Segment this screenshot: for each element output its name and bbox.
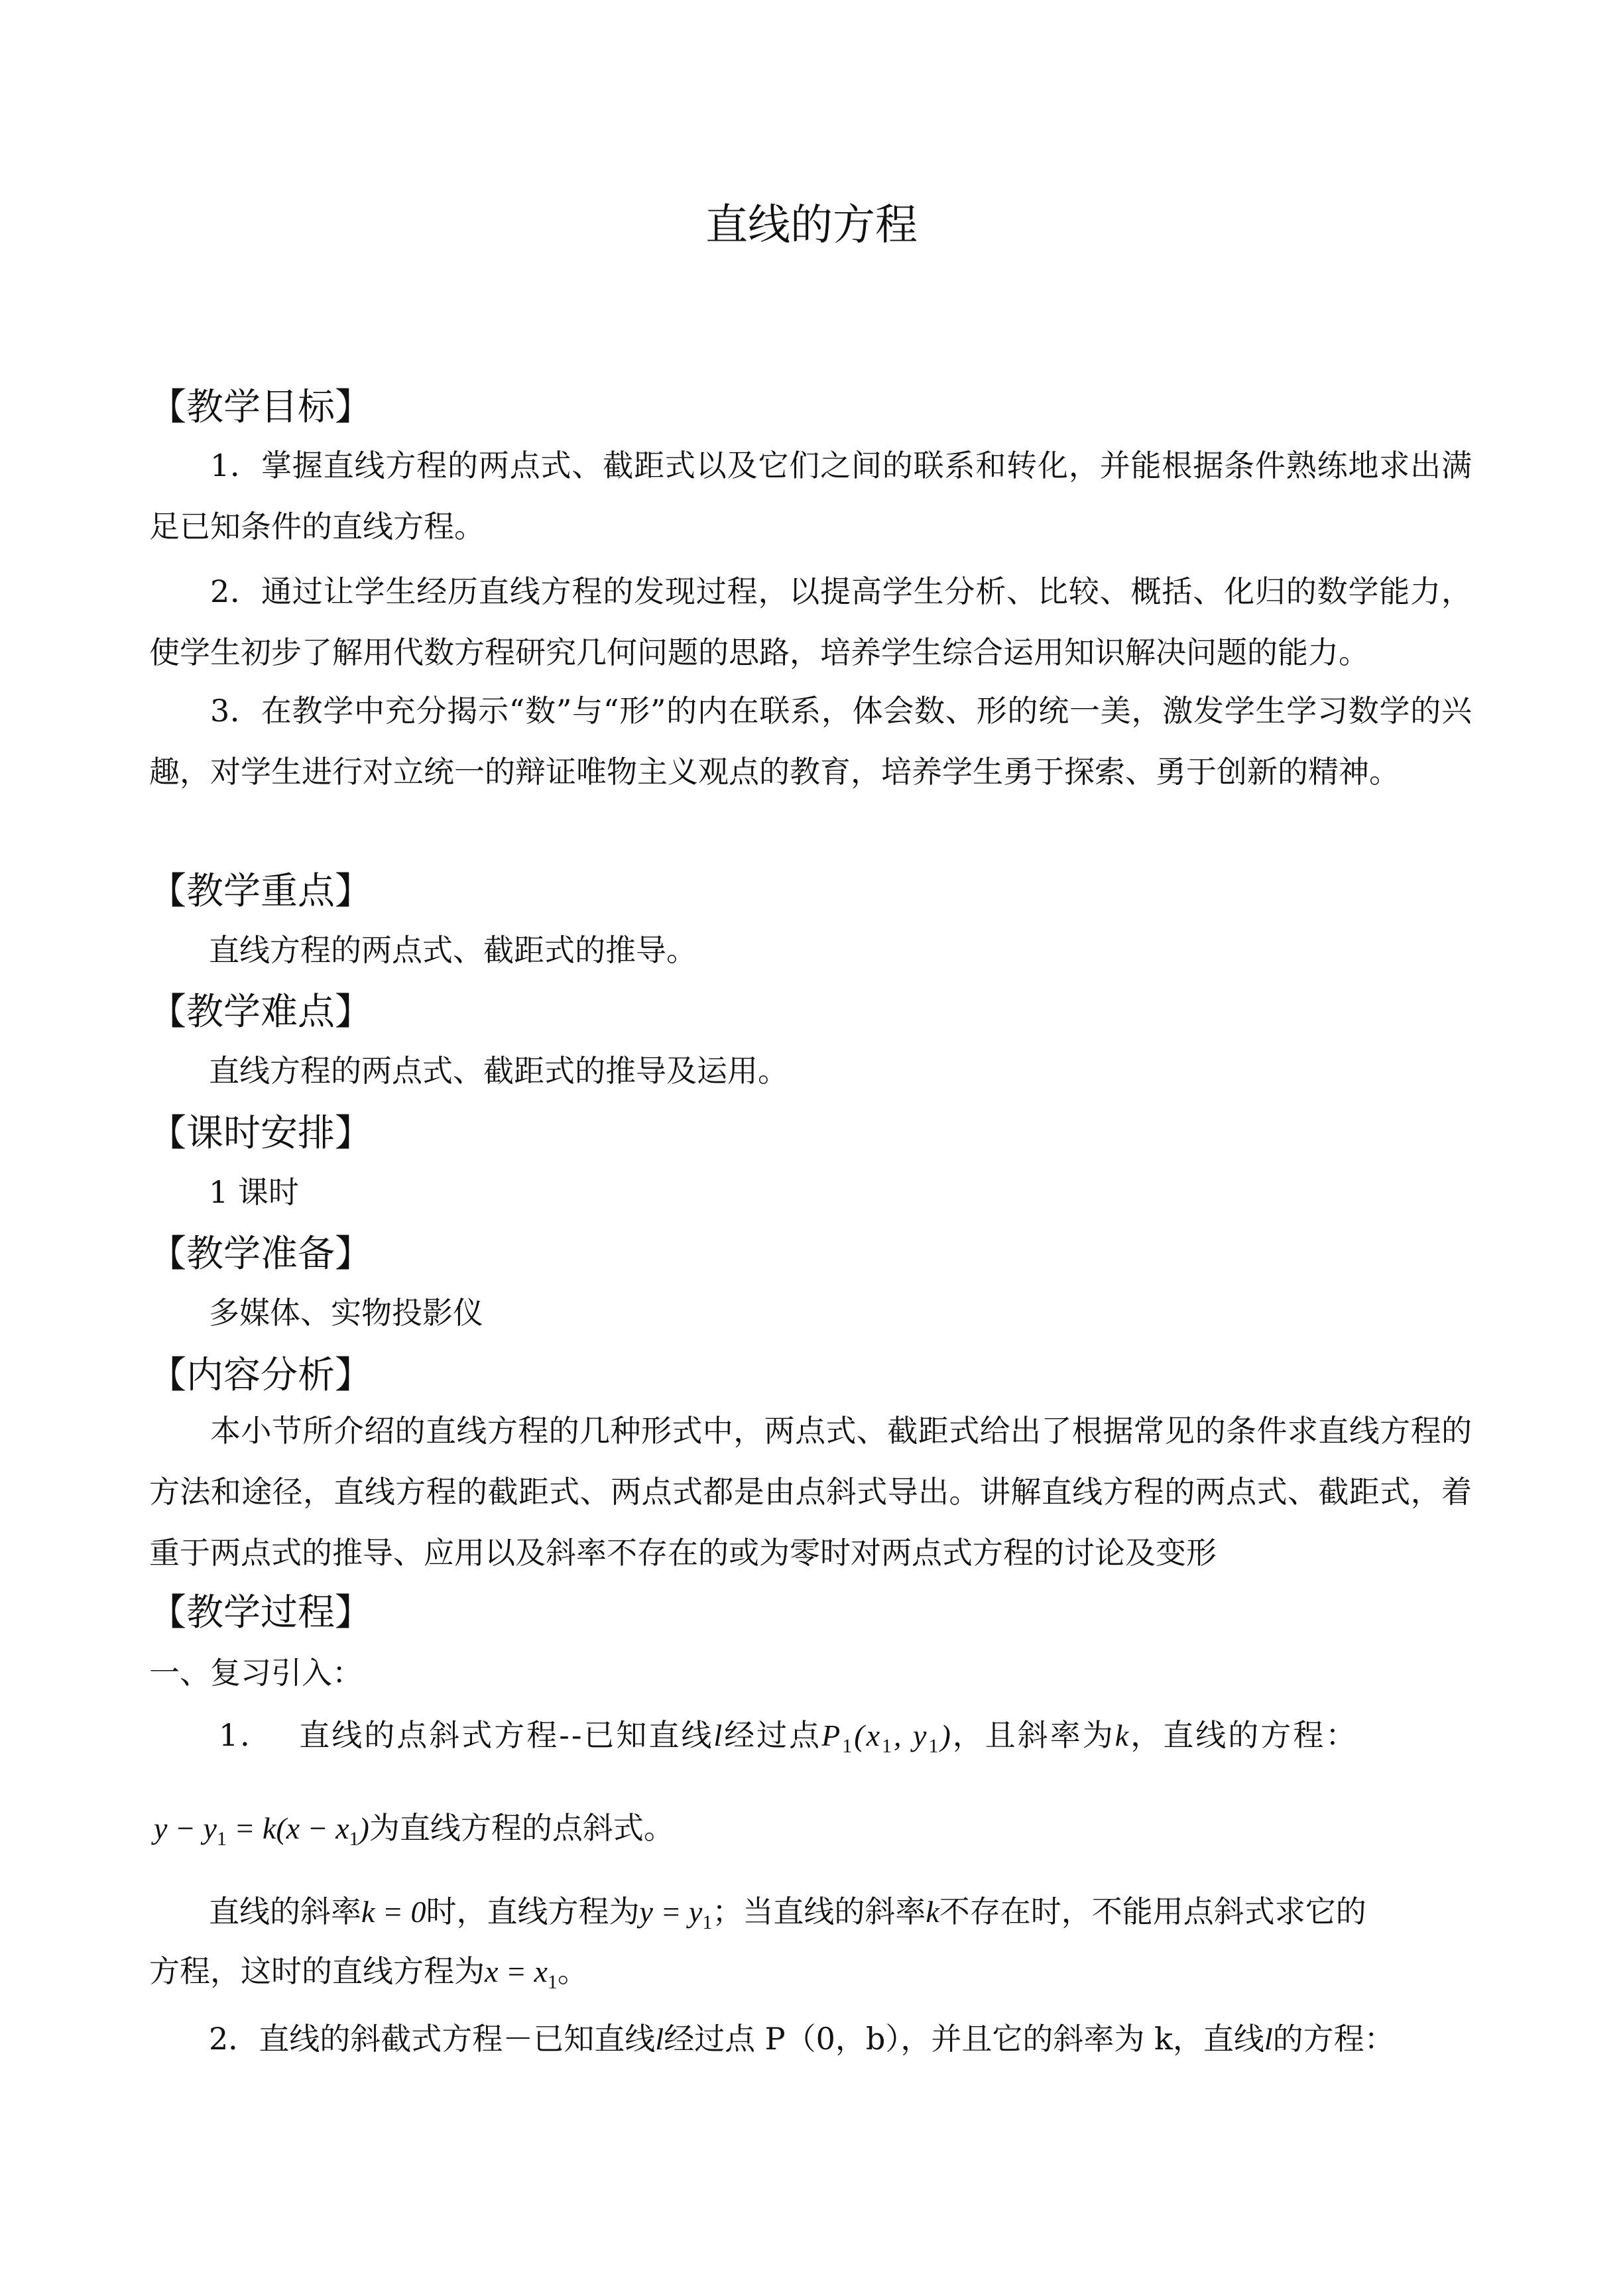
schedule-text: 1 课时 bbox=[209, 1174, 299, 1210]
line-symbol: l bbox=[713, 1719, 725, 1752]
heading-goals: 【教学目标】 bbox=[149, 386, 372, 429]
equation-suffix: 为直线方程的点斜式。 bbox=[369, 1810, 674, 1846]
review-item-1 bbox=[219, 1712, 1541, 1770]
item-text: ，直线的方程： bbox=[1130, 1717, 1358, 1753]
heading-schedule: 【课时安排】 bbox=[149, 1112, 372, 1155]
analysis-text: 本小节所介绍的直线方程的几种形式中，两点式、截距式给出了根据常见的条件求直线方程的方法和途径，直线方程的截距式、两点式都是由点斜式导出。讲解直线方程的两点式、截距式，着重于两点式的推导、应用以及斜率不存在的或为零时对两点式方程的讨论及变形 bbox=[149, 1413, 1472, 1571]
goal-item-3: 3．在教学中充分揭示“数”与“形”的内在联系，体会数、形的统一美，激发学生学习数学的兴趣，对学生进行对立统一的辩证唯物主义观点的教育，培养学生勇于探索、勇于创新的精神。 bbox=[149, 693, 1472, 790]
heading-key-points: 【教学重点】 bbox=[149, 870, 372, 913]
point-slope-equation-line bbox=[154, 1805, 1476, 1862]
vertical-line-text: 方程，这时的直线方程为$x = x_1$。 bbox=[149, 1953, 588, 1993]
page-title: 直线的方程 bbox=[705, 201, 918, 250]
difficulties-text: 直线方程的两点式、截距式的推导及运用。 bbox=[209, 1053, 788, 1089]
goal-item-2: 2．通过让学生经历直线方程的发现过程，以提高学生分析、比较、概括、化归的数学能力，使学生初步了解用代数方程研究几何问题的思路，培养学生综合运用知识解决问题的能力。 bbox=[149, 574, 1472, 670]
point-slope-equation: $y - y_1 = k(x - x_1)$ bbox=[154, 1811, 369, 1850]
preparation-text: 多媒体、实物投影仪 bbox=[209, 1295, 483, 1331]
item-text: 直线的点斜式方程--已知直线 bbox=[299, 1717, 714, 1753]
heading-process: 【教学过程】 bbox=[149, 1591, 372, 1634]
slope-zero-line: 直线的斜率k = 0时，直线方程为$y = y_1$；当直线的斜率k不存在时，不能用点斜式求它的 bbox=[209, 1894, 1366, 1933]
point-formula: $P_1(x_1$, $y_1$) bbox=[821, 1719, 953, 1757]
review-title: 一、复习引入： bbox=[149, 1655, 363, 1691]
heading-analysis: 【内容分析】 bbox=[149, 1354, 372, 1397]
item-number: 1． bbox=[219, 1717, 273, 1753]
heading-preparation: 【教学准备】 bbox=[149, 1233, 372, 1276]
goal-item-1: 1．掌握直线方程的两点式、截距式以及它们之间的联系和转化，并能根据条件熟练地求出满足已知条件的直线方程。 bbox=[149, 448, 1472, 544]
heading-difficulties: 【教学难点】 bbox=[149, 991, 372, 1034]
slope-symbol: k bbox=[1114, 1719, 1131, 1752]
item-text: 经过点 bbox=[724, 1717, 822, 1753]
item-text: ，且斜率为 bbox=[952, 1717, 1115, 1753]
review-item-2: 2．直线的斜截式方程－已知直线l经过点 P（0，b），并且它的斜率为 k，直线l的方程： bbox=[209, 2021, 1395, 2057]
key-points-text: 直线方程的两点式、截距式的推导。 bbox=[209, 932, 697, 968]
